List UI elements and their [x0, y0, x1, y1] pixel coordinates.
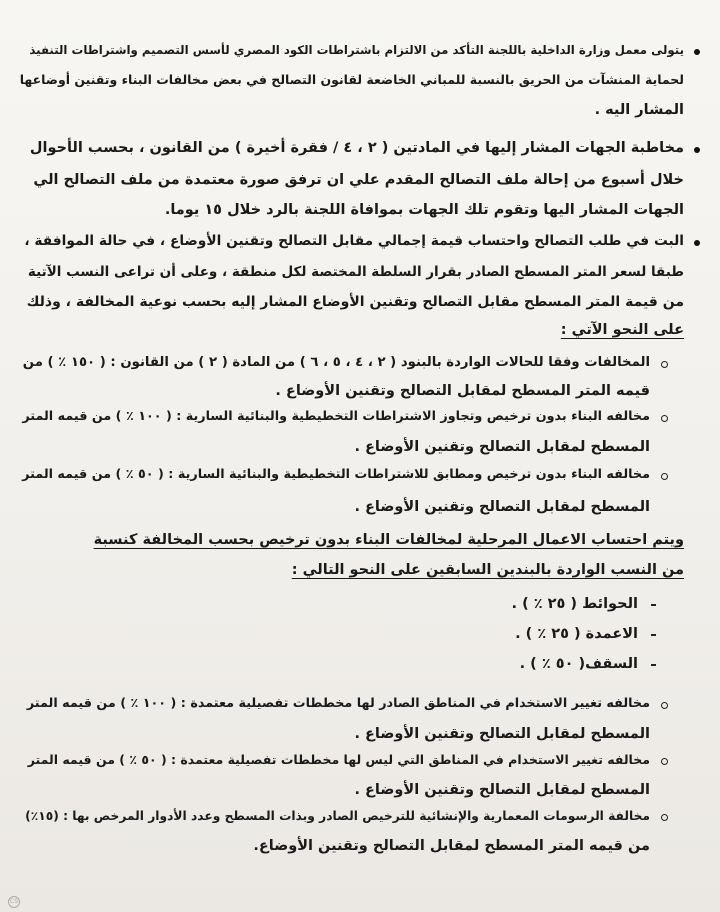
section3-line1: البت في طلب التصالح واحتساب قيمة إجمالي مقابل التصالح وتقنين الأوضاع ، في حالة الموافقة ،: [24, 233, 684, 249]
circle-bullet-icon: [661, 814, 668, 821]
circle-bullet-icon: [661, 415, 668, 422]
phased-line2: من النسب الواردة بالبندين السابقين على النحو التالي :: [291, 562, 684, 578]
item3-line1: مخالفه البناء بدون ترخيص ومطابق للاشتراطات التخطيطية والبنائية السارية : ( ٥٠ ٪ ) من قيمه المتر: [22, 467, 650, 482]
item4-line2: المسطح لمقابل التصالح وتقنين الأوضاع .: [354, 726, 650, 742]
dash-bullet-icon: [651, 604, 656, 606]
circle-bullet-icon: [661, 758, 668, 765]
section1-line3: المشار اليه .: [594, 102, 684, 118]
bullet-icon: [694, 49, 700, 55]
dash-bullet-icon: [651, 664, 656, 666]
dash-bullet-icon: [651, 634, 656, 636]
item4-line1: مخالفه تغيير الاستخدام في المناطق الصادر لها مخططات تفصيلية معتمدة : ( ١٠٠ ٪ ) من قيمه المتر: [26, 696, 650, 711]
section2-line2: خلال أسبوع من إحالة ملف التصالح المقدم علي ان ترفق صورة معتمدة من ملف التصالح الي: [33, 172, 684, 188]
phased-line1: ويتم احتساب الاعمال المرحلية لمخالفات البناء بدون ترخيص بحسب المخالفة كنسبة: [93, 532, 684, 548]
phase-columns: الاعمدة ( ٢٥ ٪ ) .: [515, 626, 638, 642]
item5-line1: مخالفه تغيير الاستخدام في المناطق التي ليس لها مخططات تفصيلية معتمدة : ( ٥٠ ٪ ) من قيمه المتر: [27, 752, 650, 767]
section3-line2: طبقا لسعر المتر المسطح الصادر بقرار السلطة المختصة لكل منطقة ، وعلى أن تراعى النسب الآتية: [27, 264, 684, 280]
item6-line2: من قيمه المتر المسطح لمقابل التصالح وتقنين الأوضاع.: [253, 838, 650, 854]
section3-line3: من قيمة المتر المسطح مقابل التصالح وتقنين الأوضاع المشار إليه بحسب نوعية المخالفة ، وذلك: [26, 294, 684, 310]
section1-line1: يتولى معمل وزارة الداخلية باللجنة التأكد من الالتزام باشتراطات الكود المصري لأسس التصميم واشتراطات التنفيذ: [29, 43, 684, 57]
item1-line2: قيمه المتر المسطح لمقابل التصالح وتقنين الأوضاع .: [275, 383, 650, 399]
circle-bullet-icon: [661, 702, 668, 709]
phase-ceiling: السقف( ٥٠ ٪ ) .: [519, 656, 638, 672]
section3-line4: على النحو الآتي :: [560, 322, 684, 338]
scanner-watermark: [8, 896, 23, 908]
item2-line1: مخالفه البناء بدون ترخيص وتجاوز الاشتراطات التخطيطية والبنائية السارية : ( ١٠٠ ٪ ) من قيمه المتر: [22, 409, 650, 424]
section2-line3: الجهات المشار اليها وتقوم تلك الجهات بموافاة اللجنة بالرد خلال ١٥ يوما.: [164, 202, 684, 218]
item5-line2: المسطح لمقابل التصالح وتقنين الأوضاع .: [354, 782, 650, 798]
circle-bullet-icon: [661, 361, 668, 368]
bullet-icon: [694, 240, 700, 246]
section1-line2: لحماية المنشآت من الحريق بالنسبة للمباني الخاضعة لقانون التصالح في بعض مخالفات البناء وتقنين أوضاعها: [19, 72, 684, 87]
item3-line2: المسطح لمقابل التصالح وتقنين الأوضاع .: [354, 499, 650, 515]
item2-line2: المسطح لمقابل التصالح وتقنين الأوضاع .: [354, 439, 650, 455]
scanner-logo-icon: CS: [8, 896, 20, 908]
circle-bullet-icon: [661, 473, 668, 480]
section2-line1: مخاطبة الجهات المشار إليها في المادتين ( ٢ ، ٤ / فقرة أخيرة ) من القانون ، بحسب الأحوال: [29, 140, 684, 156]
phase-walls: الحوائط ( ٢٥ ٪ ) .: [511, 596, 638, 612]
bullet-icon: [694, 147, 700, 153]
item1-line1: المخالفات وفقا للحالات الواردة بالبنود ( ٢ ، ٤ ، ٥ ، ٦ ) من المادة ( ٢ ) من القانون : ( ١٥٠ ٪ ) من: [22, 355, 650, 370]
item6-line1: مخالفة الرسومات المعمارية والإنشائية للترخيص الصادر وبذات المسطح وعدد الأدوار المرخص بها : (١٥٪): [25, 809, 650, 823]
